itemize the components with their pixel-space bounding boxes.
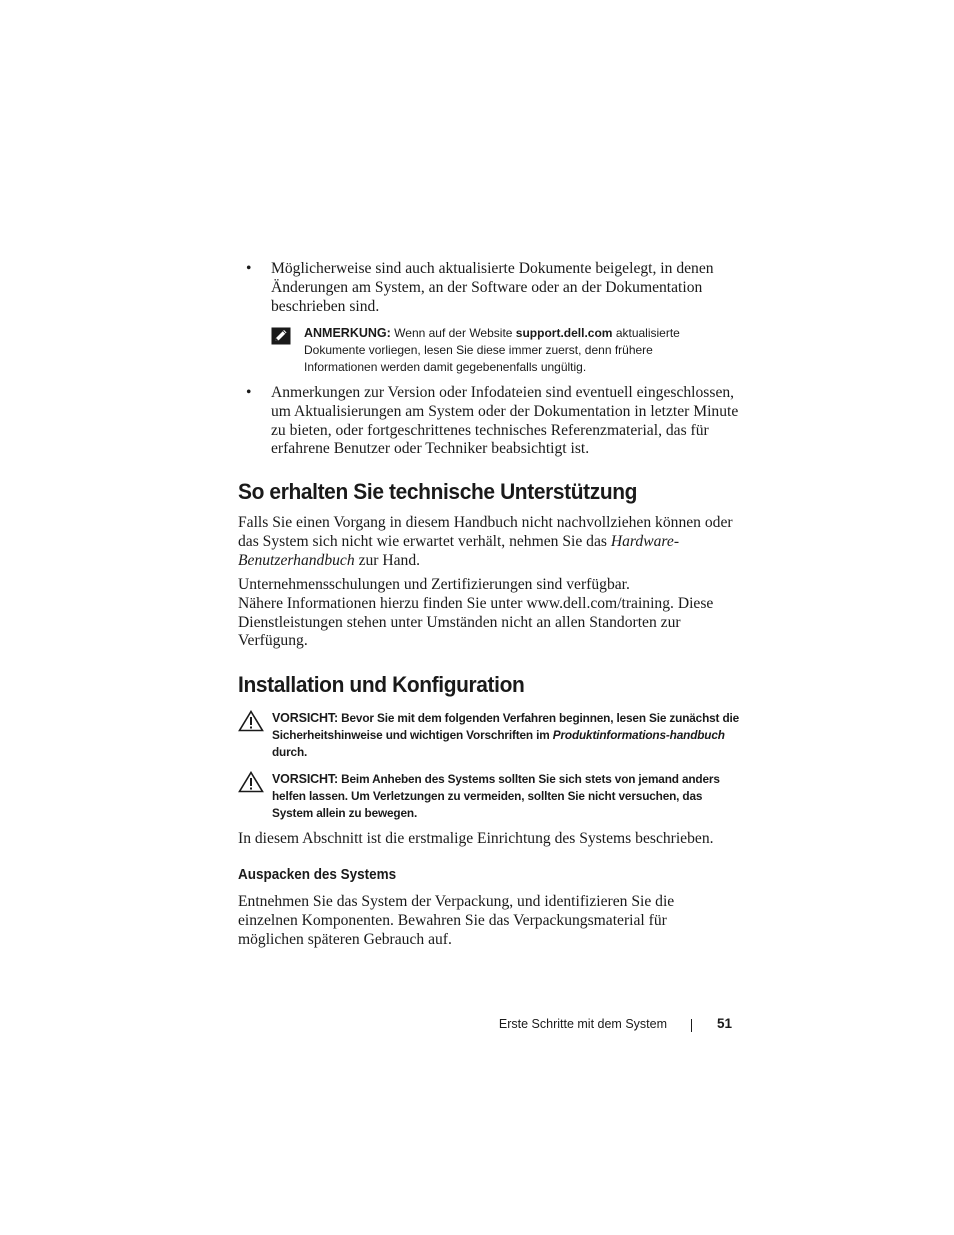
paragraph-setup-intro: In diesem Abschnitt ist die erstmalige Einrichtung des Systems beschrieben. xyxy=(238,830,714,847)
paragraph-unpacking: Entnehmen Sie das System der Verpackung, und identifizieren Sie die einzelnen Komponenten. Bewahren Sie das Verpackungsmaterial für möglichen späteren Gebrauch auf. xyxy=(238,893,675,948)
warning-triangle-icon xyxy=(238,771,264,793)
manual-reference: Hardware-Benutzerhandbuch xyxy=(238,532,680,569)
caution-label: VORSICHT: xyxy=(272,772,339,786)
support-link[interactable]: support.dell.com xyxy=(515,326,613,340)
footer-chapter-title: Erste Schritte mit dem System xyxy=(498,1017,667,1031)
note-pencil-icon xyxy=(271,327,291,345)
heading-technical-support: So erhalten Sie technische Unterstützung xyxy=(238,479,638,504)
page-footer xyxy=(440,1015,735,1035)
bullet-marker: • xyxy=(246,384,252,401)
manual-reference: Produktinformations-handbuch xyxy=(552,728,725,742)
bullet-text: Möglicherweise sind auch aktualisierte Dokumente beigelegt, in denen Änderungen am System, an der Software oder an der Dokumentation beschrieben sind. xyxy=(271,260,714,315)
training-link[interactable]: www.dell.com/training xyxy=(526,594,671,612)
caution-label: VORSICHT: xyxy=(272,711,339,725)
footer-divider xyxy=(691,1019,692,1032)
caution-text: VORSICHT: Beim Anheben des Systems sollten Sie sich stets von jemand anders helfen lassen. Um Verletzungen zu vermeiden, sollten Sie nicht versuchen, das System allein zu bewegen. xyxy=(272,772,720,820)
bullet-marker: • xyxy=(246,260,252,277)
page-number: 51 xyxy=(716,1016,732,1031)
note-text: ANMERKUNG: Wenn auf der Website support.dell.com aktualisierte Dokumente vorliegen, lesen Sie diese immer zuerst, denn frühere Informationen werden damit gegebenenfalls ungültig. xyxy=(304,326,680,374)
paragraph-support-info: Falls Sie einen Vorgang in diesem Handbuch nicht nachvollziehen können oder das System sich nicht wie erwartet verhält, nehmen Sie das Hardware-Benutzerhandbuch zur Hand. xyxy=(238,514,733,569)
heading-unpacking: Auspacken des Systems xyxy=(238,867,397,883)
note-label: ANMERKUNG: xyxy=(304,326,391,340)
bullet-text: Anmerkungen zur Version oder Infodateien sind eventuell eingeschlossen, um Aktualisierungen am System oder der Dokumentation in letzter Minute zu bieten, oder fortgeschrittenes technisches Referenzmaterial, das für erfahrene Benutzer oder Techniker beabsichtigt ist. xyxy=(271,384,739,458)
warning-triangle-icon xyxy=(238,710,264,732)
heading-installation: Installation und Konfiguration xyxy=(238,672,525,697)
paragraph-training-info: Unternehmensschulungen und Zertifizierungen sind verfügbar. Nähere Informationen hierzu finden Sie unter www.dell.com/training. Diese Dienstleistungen stehen unter Umständen nicht an allen Standorten zur Verfügung. xyxy=(238,576,714,650)
caution-text: VORSICHT: Bevor Sie mit dem folgenden Verfahren beginnen, lesen Sie zunächst die Sicherheitshinweise und wichtigen Vorschriften im Produktinformations-handbuch durch. xyxy=(272,711,740,759)
